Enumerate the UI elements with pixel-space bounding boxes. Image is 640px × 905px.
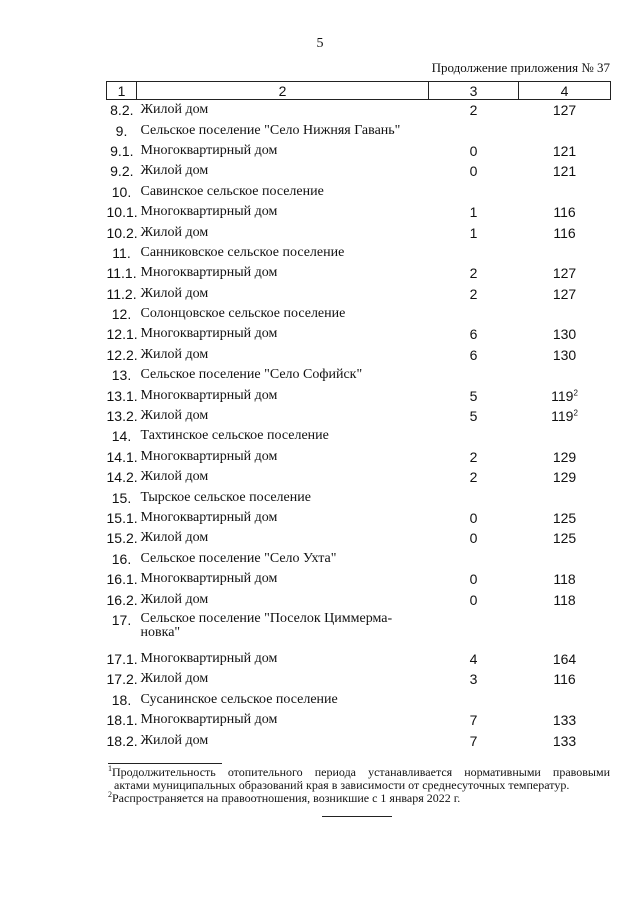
- row-col-4-cell: [519, 182, 611, 202]
- footnote-separator: [108, 763, 222, 764]
- row-number: 18.2.: [106, 732, 138, 749]
- row-number: 14.1.: [106, 448, 138, 465]
- row-number: 12.1.: [106, 326, 138, 343]
- row-col-4-cell: [519, 569, 611, 589]
- row-col-3-value: 6: [469, 326, 478, 343]
- row-col-4-cell: [519, 284, 611, 304]
- row-number-text: 11.: [112, 244, 131, 261]
- header-col-1: 1: [107, 82, 137, 100]
- row-name: Многоквартирный дом: [140, 510, 278, 525]
- row-col-3-value: 0: [469, 591, 478, 608]
- table-row: [107, 385, 611, 405]
- table-row: [107, 508, 611, 528]
- row-col-3-value: 1: [469, 204, 478, 221]
- row-col-3-value: [429, 243, 519, 263]
- row-col-3-value: [429, 304, 519, 324]
- row-number: 10.2.: [106, 224, 138, 241]
- row-number: [107, 426, 137, 446]
- row-col-4-value: 130: [552, 346, 577, 363]
- table-row: [107, 467, 611, 487]
- footnote-mark: 2: [108, 790, 112, 799]
- row-name: Сельское поселение "Село Софийск": [140, 367, 363, 383]
- row-name: Тахтинское сельское поселение: [140, 428, 329, 444]
- row-number-text: 13.: [111, 367, 132, 384]
- row-number: 10.1.: [106, 204, 138, 221]
- row-col-4-cell: [519, 610, 611, 649]
- row-col-3-value: 0: [469, 142, 478, 159]
- row-col-3-value: 2: [469, 265, 478, 282]
- row-col-3-value: 7: [469, 712, 478, 729]
- row-number-text: 10.: [111, 183, 132, 200]
- row-number: 13.1.: [106, 387, 138, 404]
- row-col-4-cell: [519, 467, 611, 487]
- row-number-text: 14.: [111, 428, 132, 445]
- row-name: Многоквартирный дом: [140, 650, 278, 666]
- row-col-4-value: 133: [552, 732, 577, 749]
- row-col-3-value: 0: [469, 163, 478, 180]
- row-number: 16.2.: [106, 591, 138, 608]
- row-number: 9.2.: [110, 163, 134, 180]
- row-col-4-value: 127: [552, 102, 577, 119]
- table-row: [107, 222, 611, 242]
- data-table: [106, 81, 611, 751]
- row-col-3-value: 2: [469, 469, 478, 486]
- row-number: [107, 487, 137, 507]
- table-row: [107, 710, 611, 730]
- table-section-row: [107, 120, 611, 140]
- row-col-3-value: [429, 120, 519, 140]
- table-row: [107, 589, 611, 609]
- row-name: Жилой дом: [140, 224, 209, 240]
- table-row: [107, 406, 611, 426]
- row-col-3-value: [429, 365, 519, 385]
- footnote-1-continuation: актами муниципальных образований края в зависимости от среднесуточных температур.: [114, 778, 570, 792]
- row-col-4-cell: [519, 669, 611, 689]
- row-col-3-value: 2: [469, 285, 478, 302]
- page-number: 5: [316, 36, 324, 51]
- table-row: [107, 100, 611, 121]
- row-col-3-value: [429, 182, 519, 202]
- row-name: Сельское поселение "Поселок Циммерма-новка": [140, 610, 393, 640]
- row-name: Многоквартирный дом: [140, 387, 278, 403]
- row-col-4-value: 119: [551, 408, 574, 425]
- row-col-4-value: 127: [552, 265, 577, 282]
- row-name: Жилой дом: [140, 671, 209, 687]
- footnote-ref: 2: [573, 408, 578, 418]
- row-col-4-cell: [519, 508, 611, 528]
- row-col-3-value: 3: [469, 671, 478, 688]
- row-col-4-cell: [519, 365, 611, 385]
- row-col-4-value: 118: [553, 571, 576, 588]
- row-name: Многоквартирный дом: [140, 326, 278, 342]
- row-col-4-cell: [519, 406, 611, 426]
- row-number: [107, 549, 137, 569]
- row-number-text: 18.: [111, 691, 132, 708]
- row-number: 17.2.: [106, 671, 138, 688]
- row-name: Жилой дом: [140, 408, 209, 424]
- footnote-text: Продолжительность отопительного периода устанавливается нормативными правовыми: [112, 765, 610, 779]
- row-number: 18.1.: [106, 712, 138, 729]
- row-col-3-value: 2: [469, 102, 478, 119]
- row-col-4-value: 125: [552, 530, 577, 547]
- row-col-4-cell: [519, 100, 611, 121]
- row-number: [107, 690, 137, 710]
- row-name: Многоквартирный дом: [140, 712, 278, 728]
- row-col-4-cell: [519, 243, 611, 263]
- row-col-3-value: [429, 610, 519, 649]
- row-col-3-value: [429, 426, 519, 446]
- table-row: [107, 569, 611, 589]
- row-col-4-value: 125: [552, 510, 577, 526]
- row-col-4-cell: [519, 222, 611, 242]
- row-col-3-value: 0: [469, 510, 478, 526]
- row-number: 17.1.: [106, 650, 138, 667]
- footnote-2: [108, 792, 610, 805]
- row-col-3-value: [429, 549, 519, 569]
- row-col-4-cell: [519, 304, 611, 324]
- row-number: [107, 304, 137, 324]
- row-number: 9.1.: [110, 142, 134, 159]
- row-col-3-value: 0: [469, 571, 478, 588]
- table-row: [107, 447, 611, 467]
- row-number: [107, 120, 137, 140]
- row-col-3-value: 2: [469, 448, 478, 465]
- table-row: [107, 345, 611, 365]
- row-col-3-value: 4: [469, 650, 478, 667]
- end-separator: [322, 816, 392, 817]
- row-col-4-cell: [519, 161, 611, 181]
- table-row: [107, 284, 611, 304]
- table-section-row: [107, 426, 611, 446]
- row-col-4-cell: [519, 426, 611, 446]
- row-name: Жилой дом: [140, 285, 209, 301]
- row-col-4-cell: [519, 710, 611, 730]
- row-name: Жилой дом: [140, 591, 209, 607]
- row-col-4-cell: [519, 589, 611, 609]
- row-name: Тырское сельское поселение: [140, 489, 311, 505]
- table-section-row: [107, 487, 611, 507]
- row-name: Санниковское сельское поселение: [140, 244, 345, 260]
- row-number: 16.1.: [106, 571, 138, 588]
- footnote-mark: 1: [108, 764, 112, 773]
- row-name: Многоквартирный дом: [140, 448, 278, 464]
- row-col-3-value: 5: [469, 387, 478, 404]
- row-col-4-cell: [519, 730, 611, 750]
- row-number: 12.2.: [106, 346, 138, 363]
- row-col-4-cell: [519, 528, 611, 548]
- row-number: [107, 365, 137, 385]
- table-row: [107, 161, 611, 181]
- table-row: [107, 324, 611, 344]
- row-name: Многоквартирный дом: [140, 204, 278, 220]
- table-row: [107, 669, 611, 689]
- header-col-4: 4: [519, 82, 611, 100]
- row-col-4-cell: [519, 549, 611, 569]
- row-col-3-value: 6: [469, 346, 478, 363]
- row-number: 15.1.: [106, 510, 138, 526]
- row-col-3-value: [429, 487, 519, 507]
- row-name: Жилой дом: [140, 732, 209, 748]
- row-col-4-value: 133: [552, 712, 577, 729]
- row-name: Савинское сельское поселение: [140, 183, 324, 199]
- row-col-4-value: 164: [552, 650, 577, 667]
- row-number: 14.2.: [106, 469, 138, 486]
- row-number: 8.2.: [110, 102, 134, 119]
- row-name: Сусанинское сельское поселение: [140, 691, 338, 707]
- row-number-text: 15.: [111, 489, 132, 506]
- row-col-4-cell: [519, 487, 611, 507]
- row-name: Многоквартирный дом: [140, 265, 278, 281]
- row-name: Жилой дом: [140, 163, 209, 179]
- table-section-row: [107, 690, 611, 710]
- row-name: Сельское поселение "Село Ухта": [140, 550, 337, 566]
- table-row: [107, 730, 611, 750]
- row-col-4-value: 118: [553, 591, 576, 608]
- row-col-4-value: 127: [552, 285, 577, 302]
- row-col-3-value: 5: [469, 408, 478, 425]
- row-number-text: 9.: [115, 122, 128, 139]
- row-col-4-value: 119: [551, 387, 574, 404]
- row-number: [107, 610, 137, 649]
- row-col-3-value: 0: [469, 530, 478, 547]
- row-name: Жилой дом: [140, 102, 209, 118]
- row-number-text: 16.: [111, 550, 132, 567]
- row-col-4-value: 129: [552, 469, 577, 486]
- table-section-row: [107, 610, 611, 649]
- row-col-4-cell: [519, 141, 611, 161]
- footnotes: [108, 766, 610, 805]
- table-section-row: [107, 182, 611, 202]
- table-row: [107, 649, 611, 669]
- row-name: Многоквартирный дом: [140, 571, 278, 587]
- row-name: Сельское поселение "Село Нижняя Гавань": [140, 122, 401, 138]
- row-number-text: 17.: [111, 611, 132, 628]
- row-number: 13.2.: [106, 408, 138, 425]
- row-col-4-value: 116: [553, 204, 576, 221]
- row-col-3-value: 7: [469, 732, 478, 749]
- row-number: 11.2.: [106, 285, 137, 302]
- table-header-row: [107, 82, 611, 100]
- table-row: [107, 263, 611, 283]
- footnote-ref: 2: [573, 388, 578, 397]
- row-col-4-cell: [519, 324, 611, 344]
- row-col-4-value: 121: [552, 163, 577, 180]
- table-row: [107, 141, 611, 161]
- row-col-4-cell: [519, 120, 611, 140]
- row-number: [107, 243, 137, 263]
- row-col-4-value: 116: [553, 671, 576, 688]
- row-name: Многоквартирный дом: [140, 142, 278, 158]
- row-col-4-value: 116: [553, 224, 576, 241]
- row-number: 15.2.: [106, 530, 138, 547]
- continuation-note: Продолжение приложения № 37: [431, 60, 610, 75]
- table-body: [107, 100, 611, 751]
- row-name: Жилой дом: [140, 530, 209, 546]
- row-number-text: 12.: [111, 306, 132, 323]
- row-col-3-value: [429, 690, 519, 710]
- row-col-4-cell: [519, 345, 611, 365]
- row-number: 11.1.: [106, 265, 137, 282]
- table-section-row: [107, 365, 611, 385]
- header-col-2: 2: [137, 82, 429, 100]
- row-col-4-value: 129: [552, 448, 577, 465]
- row-col-3-value: 1: [469, 224, 478, 241]
- header-col-3: 3: [429, 82, 519, 100]
- table-section-row: [107, 304, 611, 324]
- footnote-text: Распространяется на правоотношения, возникшие с 1 января 2022 г.: [112, 791, 461, 805]
- table-section-row: [107, 549, 611, 569]
- row-col-4-cell: [519, 447, 611, 467]
- table-section-row: [107, 243, 611, 263]
- row-col-4-value: 130: [552, 326, 577, 343]
- row-name: Жилой дом: [140, 469, 209, 485]
- row-number: [107, 182, 137, 202]
- row-col-4-cell: [519, 690, 611, 710]
- row-name: Солонцовское сельское поселение: [140, 306, 346, 322]
- row-col-4-cell: [519, 385, 611, 405]
- table-row: [107, 528, 611, 548]
- row-name: Жилой дом: [140, 346, 209, 362]
- row-col-4-value: 121: [552, 142, 577, 159]
- table-row: [107, 202, 611, 222]
- row-col-4-cell: [519, 263, 611, 283]
- row-col-4-cell: [519, 202, 611, 222]
- row-col-4-cell: [519, 649, 611, 669]
